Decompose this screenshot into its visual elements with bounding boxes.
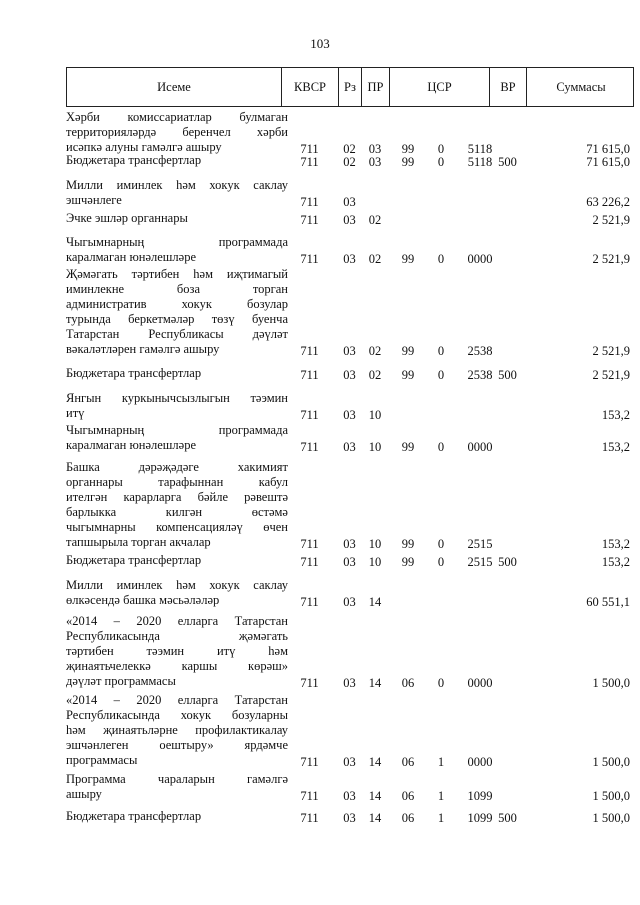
row-name-line: чыгымнарны компенсацияләү өчен bbox=[66, 520, 288, 534]
cell-kvsr: 711 bbox=[300, 142, 319, 156]
cell-csr3: 0000 bbox=[467, 755, 493, 769]
cell-sum: 153,2 bbox=[601, 408, 630, 422]
cell-kvsr: 711 bbox=[300, 195, 319, 209]
cell-csr1: 99 bbox=[401, 252, 415, 266]
cell-pr: 10 bbox=[368, 408, 382, 422]
header-kvsr: КВСР bbox=[282, 68, 339, 106]
page-number: 103 bbox=[310, 36, 330, 51]
cell-pr: 10 bbox=[368, 440, 382, 454]
cell-sum: 1 500,0 bbox=[592, 755, 630, 769]
row-name-line: вәкаләтләрен гамәлгә ашыру bbox=[66, 342, 220, 356]
cell-kvsr: 711 bbox=[300, 811, 319, 825]
cell-rz: 03 bbox=[343, 440, 356, 454]
row-name-line: өлкәсендә башка мәсьәләләр bbox=[66, 593, 220, 607]
row-name-line: Хәрби комиссариатлар булмаган bbox=[66, 110, 288, 124]
row-name bbox=[66, 267, 288, 357]
cell-csr3: 1099 bbox=[467, 789, 493, 803]
row-name bbox=[66, 391, 288, 421]
cell-sum: 1 500,0 bbox=[592, 789, 630, 803]
cell-csr1: 06 bbox=[401, 789, 415, 803]
cell-sum: 1 500,0 bbox=[592, 811, 630, 825]
cell-kvsr: 711 bbox=[300, 408, 319, 422]
cell-rz: 03 bbox=[343, 368, 356, 382]
cell-rz: 03 bbox=[343, 213, 356, 227]
row-name bbox=[66, 553, 288, 568]
row-name bbox=[66, 460, 288, 550]
row-name-line: Милли иминлек һәм хокук саклау bbox=[66, 178, 288, 192]
row-name-line: административ хокук бозулар bbox=[66, 297, 288, 311]
row-name-line: эшчәнлеген оештыру» ярдәмче bbox=[66, 738, 288, 752]
cell-csr1: 99 bbox=[401, 368, 415, 382]
row-name bbox=[66, 110, 288, 155]
row-name-line: «2014 – 2020 елларга Татарстан bbox=[66, 614, 288, 628]
cell-kvsr: 711 bbox=[300, 213, 319, 227]
cell-rz: 03 bbox=[343, 195, 356, 209]
cell-csr1: 99 bbox=[401, 555, 415, 569]
row-name bbox=[66, 614, 288, 689]
row-name-line: органнары тарафыннан кабул bbox=[66, 475, 288, 489]
cell-pr: 10 bbox=[368, 555, 382, 569]
cell-pr: 03 bbox=[368, 142, 382, 156]
cell-kvsr: 711 bbox=[300, 155, 319, 169]
cell-sum: 63 226,2 bbox=[586, 195, 630, 209]
row-name bbox=[66, 772, 288, 802]
cell-csr2: 0 bbox=[437, 155, 445, 169]
cell-csr2: 1 bbox=[437, 811, 445, 825]
row-name-line: исәпкә алуны гамәлгә ашыру bbox=[66, 140, 222, 154]
row-name-line: Чыгымнарның программада bbox=[66, 423, 288, 437]
cell-csr2: 0 bbox=[437, 344, 445, 358]
cell-sum: 1 500,0 bbox=[592, 676, 630, 690]
cell-pr: 14 bbox=[368, 755, 382, 769]
row-name bbox=[66, 578, 288, 608]
row-name bbox=[66, 809, 288, 824]
cell-csr2: 1 bbox=[437, 789, 445, 803]
cell-csr2: 0 bbox=[437, 440, 445, 454]
cell-pr: 14 bbox=[368, 595, 382, 609]
header-vr: ВР bbox=[490, 68, 527, 106]
header-csr: ЦСР bbox=[390, 68, 490, 106]
cell-pr: 02 bbox=[368, 213, 382, 227]
cell-csr1: 06 bbox=[401, 811, 415, 825]
row-name bbox=[66, 235, 288, 265]
row-name-line: Республикасында җәмәгать bbox=[66, 629, 288, 643]
cell-pr: 14 bbox=[368, 789, 382, 803]
row-name bbox=[66, 178, 288, 208]
row-name-line: Чыгымнарның программада bbox=[66, 235, 288, 249]
cell-rz: 03 bbox=[343, 789, 356, 803]
cell-rz: 03 bbox=[343, 811, 356, 825]
cell-rz: 03 bbox=[343, 408, 356, 422]
row-name-line: Җәмәгать тәртибен һәм иҗтимагый bbox=[66, 267, 288, 281]
row-name bbox=[66, 153, 288, 168]
cell-csr3: 2515 bbox=[467, 555, 493, 569]
row-name-line: Программа чараларын гамәлгә bbox=[66, 772, 288, 786]
cell-csr1: 99 bbox=[401, 155, 415, 169]
row-name-line: ителгән карарларга бәйле рәвештә bbox=[66, 490, 288, 504]
row-name-line: «2014 – 2020 елларга Татарстан bbox=[66, 693, 288, 707]
row-name-line: ашыру bbox=[66, 787, 102, 801]
row-name-line: программасы bbox=[66, 753, 138, 767]
cell-sum: 153,2 bbox=[601, 555, 630, 569]
row-name-line: барлыкка килгән өстәмә bbox=[66, 505, 288, 519]
row-name-line: Эчке эшләр органнары bbox=[66, 211, 188, 225]
cell-csr1: 06 bbox=[401, 676, 415, 690]
row-name-line: Бюджетара трансфертлар bbox=[66, 153, 202, 167]
row-name-line: турында беркетмәләр төзү буенча bbox=[66, 312, 288, 326]
cell-csr3: 2515 bbox=[467, 537, 493, 551]
header-sum: Суммасы bbox=[556, 80, 606, 94]
cell-rz: 03 bbox=[343, 252, 356, 266]
row-name-line: территорияләрдә беренчел хәрби bbox=[66, 125, 288, 139]
row-name-line: Янгын куркынычсызлыгын тәэмин bbox=[66, 391, 288, 405]
row-name-line: итү bbox=[66, 406, 85, 420]
cell-rz: 03 bbox=[343, 755, 356, 769]
row-name-line: Республикасында хокук бозуларны bbox=[66, 708, 288, 722]
cell-csr1: 99 bbox=[401, 440, 415, 454]
row-name-line: һәм җинаятьләрне профилактикалау bbox=[66, 723, 288, 737]
row-name-line: тапшырыла торган акчалар bbox=[66, 535, 211, 549]
cell-csr3: 0000 bbox=[467, 440, 493, 454]
cell-pr: 02 bbox=[368, 344, 382, 358]
cell-csr3: 5118 bbox=[467, 155, 493, 169]
cell-sum: 2 521,9 bbox=[592, 344, 630, 358]
cell-csr1: 99 bbox=[401, 142, 415, 156]
row-name-line: каралмаган юнәлешләре bbox=[66, 438, 197, 452]
cell-kvsr: 711 bbox=[300, 368, 319, 382]
cell-rz: 03 bbox=[343, 676, 356, 690]
cell-csr2: 0 bbox=[437, 555, 445, 569]
header-pr: ПР bbox=[362, 68, 390, 106]
cell-sum: 153,2 bbox=[601, 440, 630, 454]
cell-sum: 2 521,9 bbox=[592, 252, 630, 266]
cell-csr2: 0 bbox=[437, 368, 445, 382]
row-name bbox=[66, 693, 288, 768]
cell-sum: 2 521,9 bbox=[592, 368, 630, 382]
cell-csr3: 1099 bbox=[467, 811, 493, 825]
row-name-line: эшчәнлеге bbox=[66, 193, 122, 207]
table-header bbox=[66, 67, 634, 107]
cell-kvsr: 711 bbox=[300, 344, 319, 358]
row-name-line: Башка дәрәҗәдәге хакимият bbox=[66, 460, 288, 474]
row-name-line: тәртибен тәэмин итү һәм bbox=[66, 644, 288, 658]
cell-csr2: 1 bbox=[437, 755, 445, 769]
row-name-line: җинаятьчелеккә каршы көрәш» bbox=[66, 659, 288, 673]
header-rz: Рз bbox=[339, 68, 362, 106]
cell-kvsr: 711 bbox=[300, 440, 319, 454]
cell-sum: 71 615,0 bbox=[586, 155, 630, 169]
header-name: Исеме bbox=[67, 68, 282, 106]
cell-csr2: 0 bbox=[437, 252, 445, 266]
cell-csr1: 99 bbox=[401, 344, 415, 358]
cell-csr3: 0000 bbox=[467, 676, 493, 690]
cell-rz: 03 bbox=[343, 344, 356, 358]
cell-vr: 500 bbox=[498, 811, 517, 825]
cell-rz: 03 bbox=[343, 555, 356, 569]
cell-kvsr: 711 bbox=[300, 537, 319, 551]
cell-rz: 02 bbox=[343, 155, 356, 169]
row-name bbox=[66, 423, 288, 453]
row-name-line: Бюджетара трансфертлар bbox=[66, 553, 202, 567]
cell-pr: 14 bbox=[368, 811, 382, 825]
cell-pr: 14 bbox=[368, 676, 382, 690]
cell-vr: 500 bbox=[498, 155, 517, 169]
cell-kvsr: 711 bbox=[300, 252, 319, 266]
cell-pr: 02 bbox=[368, 368, 382, 382]
cell-kvsr: 711 bbox=[300, 789, 319, 803]
cell-pr: 10 bbox=[368, 537, 382, 551]
row-name-line: Татарстан Республикасы дәүләт bbox=[66, 327, 288, 341]
cell-kvsr: 711 bbox=[300, 555, 319, 569]
row-name-line: Бюджетара трансфертлар bbox=[66, 809, 202, 823]
cell-csr3: 5118 bbox=[467, 142, 493, 156]
cell-pr: 03 bbox=[368, 155, 382, 169]
row-name bbox=[66, 211, 288, 226]
row-name-line: каралмаган юнәлешләре bbox=[66, 250, 197, 264]
cell-vr: 500 bbox=[498, 368, 517, 382]
row-name bbox=[66, 366, 288, 381]
cell-rz: 03 bbox=[343, 595, 356, 609]
cell-kvsr: 711 bbox=[300, 755, 319, 769]
cell-csr3: 0000 bbox=[467, 252, 493, 266]
row-name-line: Бюджетара трансфертлар bbox=[66, 366, 202, 380]
cell-rz: 03 bbox=[343, 537, 356, 551]
cell-csr3: 2538 bbox=[467, 344, 493, 358]
row-name-line: Милли иминлек һәм хокук саклау bbox=[66, 578, 288, 592]
cell-csr3: 2538 bbox=[467, 368, 493, 382]
cell-sum: 60 551,1 bbox=[586, 595, 630, 609]
cell-sum: 153,2 bbox=[601, 537, 630, 551]
cell-sum: 71 615,0 bbox=[586, 142, 630, 156]
cell-csr1: 99 bbox=[401, 537, 415, 551]
cell-csr1: 06 bbox=[401, 755, 415, 769]
cell-vr: 500 bbox=[498, 555, 517, 569]
cell-csr2: 0 bbox=[437, 142, 445, 156]
row-name-line: дәүләт программасы bbox=[66, 674, 176, 688]
cell-kvsr: 711 bbox=[300, 595, 319, 609]
cell-kvsr: 711 bbox=[300, 676, 319, 690]
cell-csr2: 0 bbox=[437, 537, 445, 551]
row-name-line: иминлекне боза торган bbox=[66, 282, 288, 296]
cell-csr2: 0 bbox=[437, 676, 445, 690]
cell-rz: 02 bbox=[343, 142, 356, 156]
cell-sum: 2 521,9 bbox=[592, 213, 630, 227]
cell-pr: 02 bbox=[368, 252, 382, 266]
